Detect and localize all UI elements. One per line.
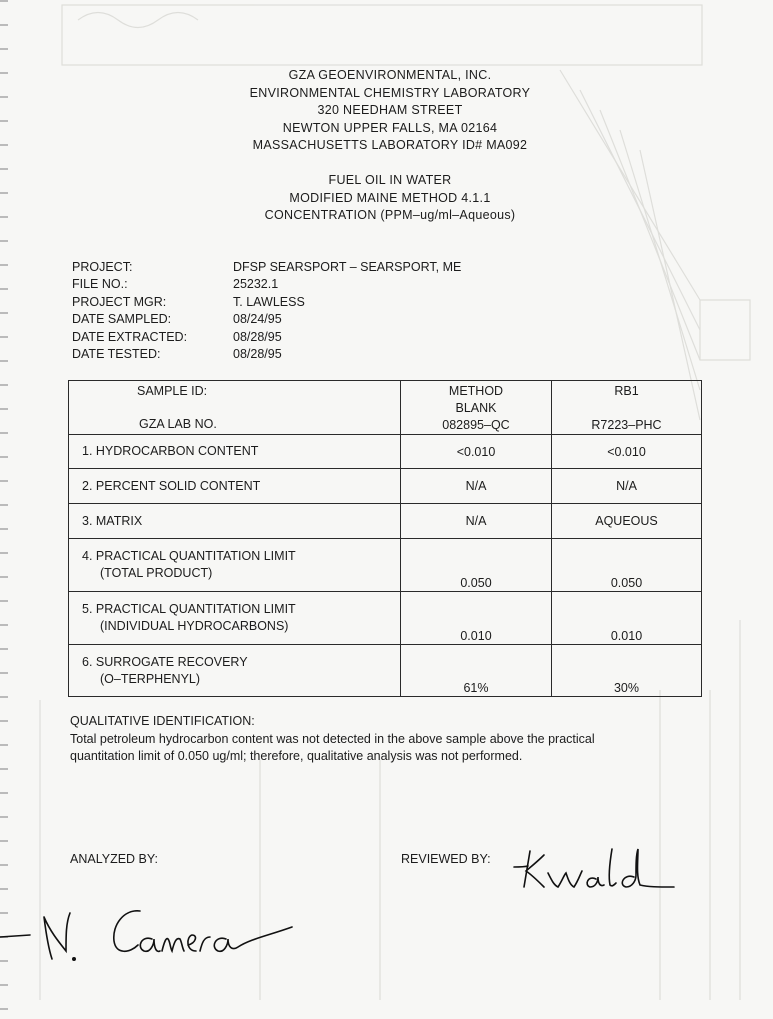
row-label-line: 2. PERCENT SOLID CONTENT [82,478,261,493]
method-blank-header [401,381,552,435]
col-header-spacer [552,400,701,417]
table-row [69,539,702,592]
info-row [72,311,461,328]
analyzed-by-label: ANALYZED BY: [70,852,158,866]
sample-id-label: SAMPLE ID: [137,384,208,398]
gza-lab-label: GZA LAB NO. [139,417,217,431]
info-label: PROJECT: [72,260,133,274]
rb1-value: <0.010 [552,435,702,469]
rb1-value: 30% [552,645,702,697]
row-label [69,469,401,504]
table-header-row [69,381,702,435]
info-row [72,346,461,363]
method-block [140,172,640,225]
sample-id-header [69,381,401,435]
col-lab-no: R7223–PHC [591,418,662,432]
results-table [68,380,702,697]
info-label: FILE NO.: [72,277,128,292]
project-info [72,259,461,363]
rb1-value: N/A [552,469,702,504]
method-blank-value: 0.010 [401,592,552,645]
rb1-value: AQUEOUS [552,504,702,539]
col-header-line: BLANK [455,401,497,415]
city-state-zip: NEWTON UPPER FALLS, MA 02164 [282,120,498,135]
method-blank-value: 0.050 [401,539,552,592]
row-label-line: 1. HYDROCARBON CONTENT [82,444,259,458]
rb1-value: 0.050 [552,539,702,592]
info-row [72,294,461,311]
analysis-title: FUEL OIL IN WATER [328,173,452,187]
qualitative-section [70,713,690,766]
col-header-line: RB1 [614,384,639,398]
row-label-line: (TOTAL PRODUCT) [100,566,213,580]
reviewed-by-label: REVIEWED BY: [401,852,491,866]
info-value: 08/28/95 [233,329,282,344]
lab-id: MASSACHUSETTS LABORATORY ID# MA092 [252,138,528,153]
table-row [69,504,702,539]
info-label: DATE TESTED: [72,346,161,361]
info-value: 08/24/95 [233,312,282,327]
rb1-value: 0.010 [552,592,702,645]
street-address: 320 NEEDHAM STREET [317,103,463,118]
info-value: 08/28/95 [233,346,282,361]
method-blank-value: 61% [401,645,552,697]
table-row [69,469,702,504]
table-row [69,435,702,469]
concentration-units: CONCENTRATION (PPM–ug/ml–Aqueous) [264,208,516,222]
row-label [69,645,401,697]
table-row [69,645,702,697]
info-row [72,259,461,276]
info-label: PROJECT MGR: [72,294,167,309]
row-label [69,435,401,469]
analyzed-signature [0,895,300,970]
info-row [72,329,461,346]
method-blank-value: <0.010 [401,435,552,469]
lab-header [140,67,640,155]
row-label-line: 3. MATRIX [82,513,143,528]
row-label [69,539,401,592]
row-label-line: (O–TERPHENYL) [100,671,201,686]
row-label [69,504,401,539]
info-label: DATE SAMPLED: [72,312,172,327]
table-row [69,592,702,645]
lab-name: ENVIRONMENTAL CHEMISTRY LABORATORY [249,85,531,100]
col-lab-no: 082895–QC [442,418,510,432]
info-value: DFSP SEARSPORT – SEARSPORT, ME [233,260,462,274]
row-label-line: 6. SURROGATE RECOVERY [82,654,248,669]
info-label: DATE EXTRACTED: [72,329,188,344]
method-name: MODIFIED MAINE METHOD 4.1.1 [289,190,491,205]
qualitative-heading: QUALITATIVE IDENTIFICATION: [70,714,255,728]
reviewed-signature [508,845,678,895]
qualitative-text-line: quantitation limit of 0.050 ug/ml; therefore, qualitative analysis was not performed. [70,749,523,763]
method-blank-value: N/A [401,504,552,539]
info-row [72,276,461,293]
method-blank-value: N/A [401,469,552,504]
row-label-line: 5. PRACTICAL QUANTITATION LIMIT [82,602,296,616]
row-label-line: 4. PRACTICAL QUANTITATION LIMIT [82,549,296,563]
row-label-line: (INDIVIDUAL HYDROCARBONS) [100,619,289,633]
col-header-line: METHOD [448,384,504,398]
info-value: 25232.1 [233,277,279,292]
row-label [69,592,401,645]
rb1-header [552,381,702,435]
company-name: GZA GEOENVIRONMENTAL, INC. [288,68,492,82]
info-value: T. LAWLESS [233,294,305,309]
qualitative-text-line: Total petroleum hydrocarbon content was not detected in the above sample above the practical [70,731,595,746]
